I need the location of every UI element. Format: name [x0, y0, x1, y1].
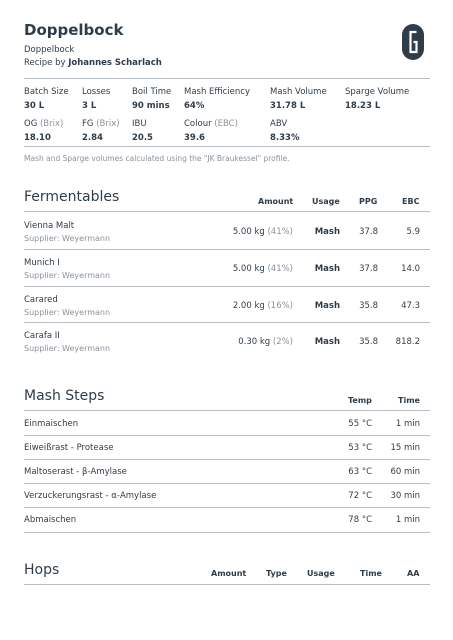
mash-step-temp: 78 °C [348, 515, 372, 525]
volume-note: Mash and Sparge volumes calculated using the "JK Braukessel" profile. [24, 154, 290, 163]
stat-fg: FG (Brix) 2.84 [82, 119, 120, 143]
hops-divider [24, 584, 430, 585]
stat-abv: ABV 8.33% [270, 119, 300, 143]
fermentable-supplier: Supplier: Weyermann [24, 271, 111, 280]
header-divider [24, 78, 430, 79]
col-temp: Temp [348, 396, 372, 405]
fermentables-divider [24, 211, 430, 212]
col-time: Time [360, 569, 382, 578]
fermentable-ppg: 35.8 [359, 337, 378, 347]
recipe-author: Johannes Scharlach [68, 58, 162, 68]
col-type: Type [266, 569, 287, 578]
stat-sparge-volume: Sparge Volume 18.23 L [345, 87, 410, 111]
col-ppg: PPG [359, 197, 378, 206]
fermentable-usage: Mash [314, 227, 340, 237]
fermentable-amount: 0.30 kg (2%) [238, 337, 293, 347]
fermentable-ppg: 35.8 [359, 301, 378, 311]
col-ebc: EBC [402, 197, 420, 206]
mash-step-name: Verzuckerungsrast - α-Amylase [24, 491, 157, 501]
mash-step-temp: 55 °C [348, 419, 372, 429]
stat-batch-size: Batch Size 30 L [24, 87, 69, 111]
mash-step-time: 30 min [390, 491, 420, 501]
fermentable-supplier: Supplier: Weyermann [24, 344, 111, 353]
fermentable-ebc: 5.9 [406, 227, 420, 237]
stat-mash-efficiency: Mash Efficiency 64% [184, 87, 251, 111]
fermentables-title: Fermentables [24, 189, 120, 205]
mash-step-time: 1 min [395, 419, 420, 429]
mash-step-time: 1 min [395, 515, 420, 525]
fermentable-name: Carared [24, 295, 58, 305]
stat-og: OG (Brix) 18.10 [24, 119, 64, 143]
row-divider [24, 507, 430, 508]
col-amount: Amount [258, 197, 294, 206]
hops-title: Hops [24, 562, 60, 578]
fermentable-ebc: 47.3 [401, 301, 420, 311]
col-usage: Usage [312, 197, 340, 206]
stats-divider [24, 146, 430, 147]
fermentable-ebc: 14.0 [401, 264, 420, 274]
col-aa: AA [407, 569, 420, 578]
mash-steps-title: Mash Steps [24, 388, 105, 404]
col-usage: Usage [307, 569, 335, 578]
stat-boil-time: Boil Time 90 mins [132, 87, 172, 111]
fermentable-supplier: Supplier: Weyermann [24, 234, 111, 243]
row-divider [24, 286, 430, 287]
fermentable-usage: Mash [314, 264, 340, 274]
fermentable-name: Carafa II [24, 331, 60, 341]
byline-prefix: Recipe by [24, 58, 66, 68]
stat-mash-volume: Mash Volume 31.78 L [270, 87, 327, 111]
mash-step-name: Einmaischen [24, 419, 79, 429]
recipe-style: Doppelbock [24, 45, 75, 55]
fermentable-amount: 2.00 kg (16%) [232, 301, 293, 311]
fermentable-amount: 5.00 kg (41%) [232, 227, 293, 237]
stat-ibu: IBU 20.5 [132, 119, 153, 143]
mash-step-temp: 72 °C [348, 491, 372, 501]
stat-colour: Colour (EBC) 39.6 [184, 119, 238, 143]
row-divider [24, 459, 430, 460]
fermentable-usage: Mash [314, 337, 340, 347]
fermentable-ppg: 37.8 [359, 264, 378, 274]
row-divider [24, 249, 430, 250]
row-divider [24, 435, 430, 436]
row-divider [24, 483, 430, 484]
mash-step-temp: 63 °C [348, 467, 372, 477]
mash-steps-divider [24, 410, 430, 411]
col-amount: Amount [211, 569, 247, 578]
fermentable-amount: 5.00 kg (41%) [232, 264, 293, 274]
fermentable-ppg: 37.8 [359, 227, 378, 237]
mash-step-name: Abmaischen [24, 515, 77, 525]
fermentable-name: Munich I [24, 258, 60, 268]
stat-losses: Losses 3 L [82, 87, 111, 111]
fermentable-name: Vienna Malt [24, 221, 75, 231]
mash-step-time: 15 min [390, 443, 420, 453]
brand-logo-icon [402, 24, 424, 60]
row-divider [24, 532, 430, 533]
fermentable-supplier: Supplier: Weyermann [24, 308, 111, 317]
mash-step-time: 60 min [390, 467, 420, 477]
fermentable-usage: Mash [314, 301, 340, 311]
col-time: Time [398, 396, 420, 405]
mash-step-temp: 53 °C [348, 443, 372, 453]
mash-step-name: Maltoserast - β-Amylase [24, 467, 127, 477]
recipe-byline [24, 58, 162, 68]
recipe-title: Doppelbock [24, 21, 124, 39]
mash-step-name: Eiweißrast - Protease [24, 443, 114, 453]
fermentable-ebc: 818.2 [395, 337, 420, 347]
row-divider [24, 322, 430, 323]
